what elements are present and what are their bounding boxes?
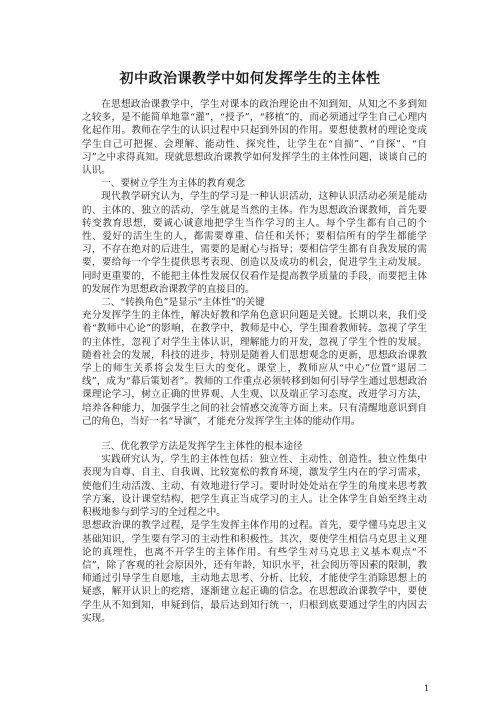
page-number: 1 [424, 684, 430, 693]
document-title: 初中政治课教学中如何发挥学生的主体性 [119, 71, 381, 87]
section-2-paragraph: 充分发挥学生的主体性，解决好教和学角色意识问题是关键。长期以来，我们受着“教师中心论”的影响，在教学中，教师是中心，学生围着教师转。忽视了学生的主体性，忽视了对学生主体认识，理解能力的开发，忽视了学生个性的发展。随着社会的发展，科技的进步，特别是随着人们思想观念的更新，思想政治课教学上的师生关系将会发生巨大的变化。课堂上，教师应从“中心”位置“退居二线”，成为“幕后策划者”。教师的工作重点必须转移到如何引导学生通过思想政治课理论学习，树立正确的世界观、人生观、以及端正学习态度，改进学习方法，培养各种能力，加强学生之间的社会情感交流等方面上来。只有清醒地意识到自己的角色，当好一名“导演”，才能充分发挥学生主体的能动作用。 [82, 310, 427, 427]
section-heading-1: 一、要树立学生为主体的教育观念 [101, 178, 246, 190]
section-3-paragraph-2: 思想政治课的教学过程，是学生发挥主体作用的过程。首先，要学懂马克思主义基础知识，学生要有学习的主动性和积极性。其次，要使学生相信马克思主义理论的真理性，也离不开学生的主体作用。有些学生对马克思主义基本观点“不信”，除了客观的社会原因外，还有年龄，知识水平，社会阅历等因素的限制，教师通过引导学生自愿地，主动地去思考、分析、比较，才能使学生消除思想上的疑惑，解开认识上的疙瘩，逐渐建立起正确的信念。在思想政治课教学中，要使学生从不知到知，申疑到信，最后达到知行统一，归根到底要通过学生的内因去实现。 [82, 520, 427, 624]
section-heading-2: 二、“转换角色”是显示“主体性”的关键 [101, 297, 265, 309]
section-heading-3: 三、优化教学方法是发挥学生主体性的根本途径 [101, 441, 303, 453]
section-3-paragraph-1: 实践研究认为，学生的主体性包括：独立性、主动性、创造性。独立性集中表现为自尊、自主、自我调、比较宽松的教育环境，激发学生内在的学习需求，使他们生动活泼、主动、有效地进行学习。要时时处处站在学生的角度来思考教学方案，设计课堂结构，把学生真正当成学习的主人。让全体学生自始至终主动积极地参与到学习的全过程之中。 [82, 454, 427, 519]
section-1-paragraph: 现代教学研究认为，学生的学习是一种认识活动，这种认识活动必须是能动的、主体的、独立的活动，学生就是当然的主体。作为思想政治课教师，首先要转变教育思想，要诚心诚意地把学生当作学习的主人。每个学生都有自己的个性、爱好的活生生的人，都需要尊重、信任和关怀；要相信所有的学生都能学习，不存在绝对的后进生，需要的是耐心与指导；要相信学生都有自我发展的需要，要给每一个学生提供思考表现、创造以及成功的机会，促进学生主动发展。同时更重要的，不能把主体性发展仅仅看作是提高教学质量的手段，而要把主体的发展作为思想政治课教学的直接目的。 [82, 191, 427, 295]
document-body [82, 98, 427, 625]
intro-paragraph: 在思想政治课教学中，学生对课本的政治理论由不知到知，从知之不多到知之较多，是不能简单地靠“灌”，“授予”，“移植”的，而必须通过学生自己心理内化起作用。教师在学生的认识过程中只起到外因的作用。要想使教材的理论变成学生自己可把握、会理解、能动性、探究性，让学生在“自揣”、“自探”、“自习”之中求得真知。现就思想政治课教学如何发挥学生的主体性问题，谈谈自己的认识。 [82, 99, 427, 177]
